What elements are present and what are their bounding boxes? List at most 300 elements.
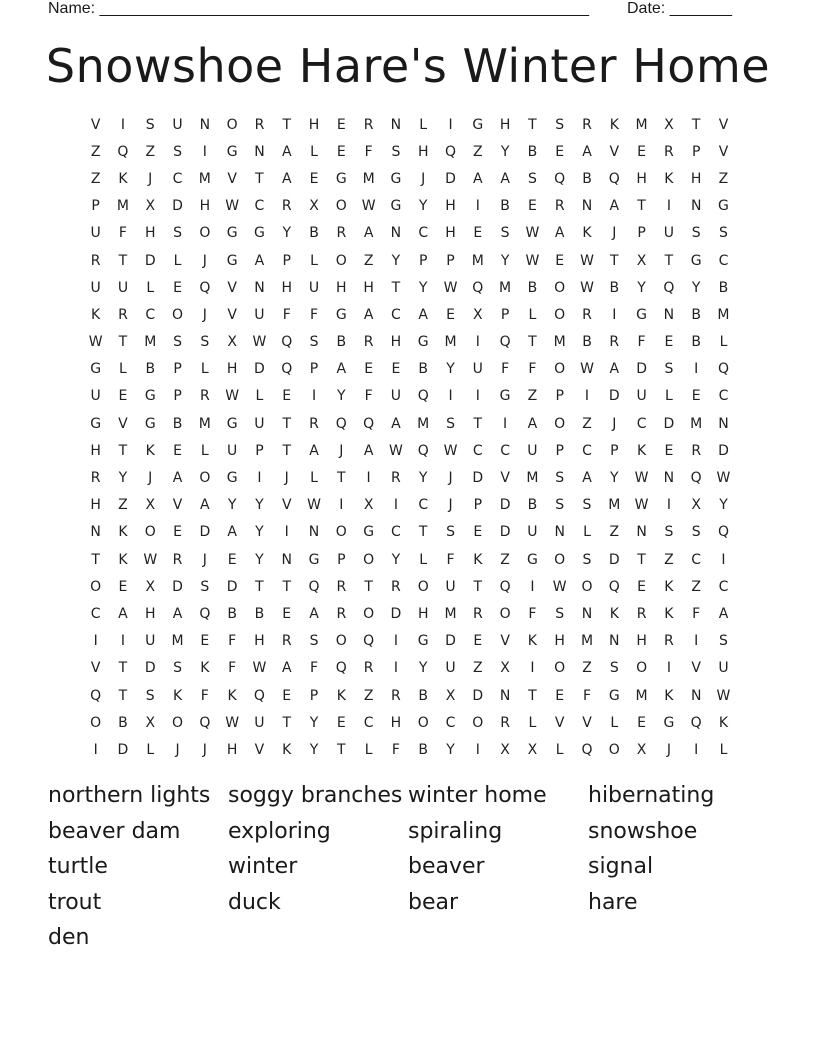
grid-letter: T [337,470,346,487]
grid-letter: T [473,578,483,595]
grid-letter: O [335,633,347,650]
grid-letter: E [173,279,182,296]
grid-letter: W [225,388,240,405]
grid-letter: Z [664,551,674,568]
grid-letter: V [718,116,729,133]
grid-letter: W [525,225,540,242]
grid-letter: D [636,361,647,378]
grid-letter: P [91,198,100,215]
grid-letter: Q [117,143,129,160]
grid-letter: A [363,442,374,459]
grid-letter: T [473,415,483,432]
grid-letter: C [391,306,401,323]
grid-letter: F [118,225,127,242]
grid-letter: X [227,334,237,351]
grid-letter: E [118,388,128,405]
grid-letter: L [146,279,155,296]
grid-letter: R [582,306,592,323]
grid-letter: A [227,524,237,541]
grid-letter: O [608,741,620,758]
grid-letter: M [362,170,375,187]
grid-letter: K [527,633,537,650]
grid-letter: T [282,714,291,731]
grid-letter: D [499,524,511,541]
grid-letter: X [445,687,456,704]
grid-letter: T [528,116,537,133]
grid-letter: I [366,470,371,487]
grid-letter: S [200,578,210,595]
grid-letter: K [227,687,237,704]
grid-letter: Z [691,578,701,595]
grid-letter: C [636,415,647,432]
grid-letter: T [118,252,128,269]
grid-letter: G [663,714,675,731]
grid-letter: V [227,306,237,323]
word-bank-item: soggy branches [228,783,403,808]
grid-letter: V [227,279,237,296]
grid-letter: B [418,741,429,758]
grid-letter: W [225,198,240,215]
grid-letter: M [499,279,512,296]
word-bank-item: northern lights [48,783,211,808]
grid-letter: H [636,170,647,187]
grid-letter: F [309,306,319,323]
grid-letter: J [448,497,453,514]
grid-letter: K [336,687,346,704]
word-bank-item: beaver dam [48,818,181,844]
grid-letter: W [307,497,321,514]
grid-letter: P [637,225,646,242]
grid-letter: Q [499,578,511,595]
grid-letter: N [254,143,265,160]
grid-letter: Q [608,170,620,187]
grid-letter: O [335,524,347,541]
grid-letter: Y [391,551,401,568]
grid-letter: B [227,605,237,622]
grid-letter: Y [446,741,455,758]
grid-letter: V [118,415,128,432]
word-bank-item: hibernating [588,783,715,808]
grid-letter: Q [417,442,429,459]
grid-letter: Q [335,660,347,677]
grid-letter: L [528,714,537,731]
grid-letter: F [200,687,209,704]
grid-letter: J [612,415,617,432]
grid-letter: Y [255,551,264,568]
grid-letter: W [443,279,458,296]
grid-letter: B [254,605,265,622]
grid-letter: O [144,524,156,541]
grid-letter: I [475,198,480,215]
word-bank [48,780,768,958]
grid-letter: B [718,279,729,296]
grid-letter: F [582,687,592,704]
grid-letter: G [718,198,729,215]
grid-letter: D [199,524,211,541]
grid-letter: U [254,306,265,323]
grid-letter: F [528,361,537,378]
grid-letter: N [718,415,729,432]
grid-letter: Z [718,170,729,187]
grid-letter: M [171,633,184,650]
grid-letter: R [172,551,183,568]
grid-letter: Y [255,524,264,541]
grid-letter: L [555,741,564,758]
grid-letter: R [391,578,401,595]
grid-letter: R [363,660,374,677]
grid-letter: Q [363,633,375,650]
grid-letter: Y [500,252,510,269]
grid-letter: G [608,687,620,704]
grid-letter: P [555,388,564,405]
grid-letter: B [582,170,592,187]
grid-letter: I [393,660,398,677]
grid-letter: V [554,714,565,731]
grid-letter: S [446,415,455,432]
grid-letter: G [90,361,102,378]
grid-letter: U [636,388,647,405]
grid-letter: N [390,116,402,133]
grid-letter: I [393,633,398,650]
grid-letter: L [664,388,673,405]
grid-letter: B [609,279,620,296]
grid-letter: S [309,633,319,650]
grid-letter: J [284,470,289,487]
grid-letter: S [309,334,319,351]
grid-letter: Z [473,143,483,160]
grid-letter: Y [446,361,455,378]
grid-letter: K [636,442,647,459]
grid-letter: C [418,497,429,514]
grid-letter: G [226,225,238,242]
grid-letter: G [90,415,102,432]
grid-letter: Q [281,334,293,351]
grid-letter: L [173,252,182,269]
grid-letter: E [637,143,647,160]
grid-letter: E [173,524,182,541]
grid-letter: T [118,442,128,459]
grid-letter: Q [335,415,347,432]
grid-letter: E [364,361,374,378]
grid-letter: H [445,198,456,215]
grid-letter: I [202,143,207,160]
grid-letter: Q [554,170,566,187]
grid-letter: R [472,605,483,622]
grid-letter: S [664,524,674,541]
grid-letter: I [93,633,98,650]
grid-letter: O [172,306,184,323]
grid-letter: G [144,388,156,405]
grid-letter: T [337,741,346,758]
grid-letter: H [144,605,156,622]
grid-letter: Z [500,551,510,568]
grid-letter: O [199,225,211,242]
grid-letter: H [636,633,647,650]
grid-letter: E [118,578,128,595]
grid-letter: F [309,660,319,677]
grid-letter: H [363,279,374,296]
grid-letter: U [172,116,183,133]
grid-letter: O [199,470,211,487]
grid-letter: P [555,442,564,459]
grid-letter: G [226,415,238,432]
grid-letter: F [364,388,373,405]
grid-letter: E [282,687,292,704]
grid-letter: F [637,334,646,351]
grid-letter: Q [444,143,457,160]
grid-letter: Q [253,687,265,704]
grid-letter: J [148,170,153,187]
grid-letter: I [666,198,671,215]
grid-letter: G [226,470,238,487]
grid-letter: Q [690,470,702,487]
grid-letter: X [527,741,538,758]
grid-letter: X [363,497,374,514]
grid-letter: G [254,225,265,242]
grid-letter: Q [499,334,511,351]
grid-letter: E [446,306,455,323]
grid-letter: T [418,524,428,541]
grid-letter: P [473,497,483,514]
grid-letter: N [690,687,702,704]
grid-letter: G [144,415,156,432]
grid-letter: G [526,551,538,568]
grid-letter: K [582,225,592,242]
grid-letter: L [610,714,619,731]
grid-letter: Q [363,415,375,432]
grid-letter: N [581,605,593,622]
grid-letter: U [90,225,101,242]
grid-letter: A [281,143,292,160]
grid-letter: B [172,415,183,432]
grid-letter: A [582,143,592,160]
grid-letter: B [309,225,319,242]
grid-letter: W [361,198,376,215]
grid-letter: O [363,605,375,622]
grid-letter: O [363,551,375,568]
grid-letter: X [145,714,156,731]
grid-letter: S [582,497,592,514]
grid-letter: I [448,388,453,405]
grid-letter: H [499,116,511,133]
grid-letter: H [554,633,565,650]
grid-letter: P [173,361,182,378]
grid-letter: S [555,116,565,133]
grid-letter: L [419,116,428,133]
grid-letter: U [527,524,538,541]
grid-letter: H [690,170,702,187]
grid-letter: Z [363,687,374,704]
grid-letter: L [200,442,209,459]
grid-letter: B [691,334,701,351]
grid-letter: U [472,361,483,378]
grid-letter: T [282,578,291,595]
grid-letter: D [608,551,620,568]
grid-letter: A [527,415,538,432]
grid-letter: H [90,497,101,514]
grid-letter: U [308,279,320,296]
grid-letter: T [528,334,537,351]
grid-letter: Q [608,578,620,595]
grid-letter: K [664,170,674,187]
grid-letter: S [609,660,619,677]
grid-letter: S [145,687,155,704]
grid-letter: Z [118,497,128,514]
grid-letter: A [281,170,292,187]
word-bank-item: hare [588,889,638,915]
grid-letter: S [391,143,401,160]
grid-letter: R [691,442,702,459]
grid-letter: R [309,415,319,432]
grid-letter: H [281,279,292,296]
grid-letter: Q [199,279,211,296]
grid-letter: W [634,497,649,514]
grid-letter: D [499,497,511,514]
grid-letter: Y [500,143,510,160]
grid-letter: X [309,198,319,215]
grid-letter: E [309,170,319,187]
grid-letter: U [254,714,265,731]
grid-letter: A [254,252,265,269]
grid-letter: O [226,116,238,133]
grid-letter: D [608,388,620,405]
grid-letter: Z [145,143,156,160]
grid-letter: S [173,225,182,242]
grid-letter: G [390,198,402,215]
grid-letter: M [690,415,703,432]
grid-letter: R [391,687,401,704]
grid-letter: X [636,252,647,269]
grid-letter: R [554,198,565,215]
grid-letter: E [200,633,210,650]
grid-letter: M [417,415,430,432]
grid-letter: O [90,578,102,595]
word-bank-item: exploring [228,818,331,844]
grid-letter: S [555,497,565,514]
grid-letter: D [445,633,456,650]
grid-letter: I [257,470,262,487]
grid-letter: T [282,442,291,459]
grid-letter: G [472,116,484,133]
grid-letter: A [500,170,510,187]
grid-letter: H [336,279,347,296]
grid-letter: Y [418,470,428,487]
grid-letter: K [609,116,619,133]
grid-letter: S [719,633,728,650]
grid-letter: I [530,578,535,595]
grid-letter: I [666,497,671,514]
grid-letter: Z [527,388,538,405]
grid-letter: X [145,198,156,215]
grid-letter: W [225,714,240,731]
date-line: Date: _______ [627,0,732,17]
grid-letter: A [281,660,292,677]
letter-grid [82,111,737,764]
grid-letter: X [664,116,674,133]
grid-letter: D [226,578,238,595]
grid-letter: E [173,442,182,459]
grid-letter: E [227,551,237,568]
grid-letter: O [554,361,566,378]
grid-letter: N [554,524,565,541]
grid-letter: Y [391,252,401,269]
word-bank-item: winter [228,854,298,880]
grid-letter: H [144,225,156,242]
grid-letter: U [390,388,402,405]
grid-letter: J [612,225,617,242]
grid-letter: Y [282,225,291,242]
grid-letter: B [691,306,701,323]
grid-letter: K [473,551,483,568]
grid-letter: Y [610,470,619,487]
grid-letter: M [471,252,484,269]
grid-letter: A [363,225,374,242]
grid-letter: R [391,470,401,487]
grid-letter: P [418,252,428,269]
grid-letter: F [228,633,237,650]
grid-letter: L [310,470,318,487]
grid-letter: W [143,551,158,568]
grid-letter: K [118,170,128,187]
grid-letter: A [609,198,620,215]
grid-letter: T [118,660,128,677]
grid-letter: Q [717,361,729,378]
grid-letter: R [90,470,101,487]
grid-letter: T [282,116,291,133]
grid-letter: Q [308,578,320,595]
grid-letter: E [664,442,674,459]
grid-letter: V [90,116,101,133]
grid-letter: B [527,497,538,514]
grid-letter: S [719,225,728,242]
grid-letter: G [417,633,429,650]
grid-letter: Y [637,279,646,296]
grid-letter: C [254,198,265,215]
grid-letter: I [393,497,398,514]
grid-letter: G [308,551,320,568]
grid-letter: A [200,497,210,514]
grid-letter: A [418,306,428,323]
grid-letter: M [553,334,566,351]
grid-letter: Y [337,388,346,405]
grid-letter: I [339,497,344,514]
grid-letter: S [691,524,701,541]
grid-letter: A [609,361,620,378]
grid-letter: R [336,578,347,595]
grid-letter: I [475,741,480,758]
grid-letter: O [554,306,566,323]
grid-letter: R [199,388,210,405]
grid-letter: T [664,252,674,269]
grid-letter: G [335,170,347,187]
grid-letter: E [473,225,483,242]
grid-letter: H [199,198,211,215]
grid-letter: A [172,605,183,622]
grid-letter: M [635,687,648,704]
grid-letter: S [527,170,537,187]
grid-letter: G [226,252,238,269]
grid-letter: D [172,578,183,595]
grid-letter: Q [581,741,593,758]
word-bank-item: spiraling [408,818,503,844]
grid-letter: R [363,334,374,351]
grid-letter: M [717,306,730,323]
word-bank-item: signal [588,854,654,880]
grid-letter: K [609,605,619,622]
grid-letter: O [417,578,429,595]
grid-letter: A [309,605,319,622]
grid-letter: H [390,714,402,731]
